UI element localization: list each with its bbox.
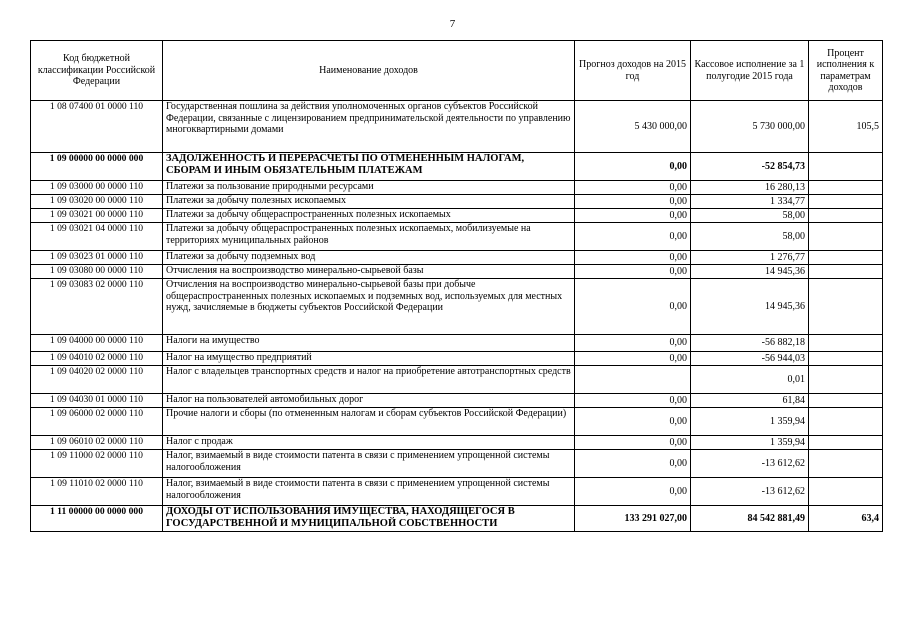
header-name: Наименование доходов	[163, 41, 575, 101]
cell-forecast: 0,00	[575, 181, 691, 195]
cell-percent	[809, 394, 883, 408]
revenue-table	[30, 40, 883, 532]
cell-code: 1 09 04010 02 0000 110	[31, 352, 163, 366]
cell-execution: 58,00	[691, 223, 809, 251]
cell-code: 1 11 00000 00 0000 000	[31, 506, 163, 532]
cell-execution: -52 854,73	[691, 153, 809, 181]
cell-execution: -13 612,62	[691, 450, 809, 478]
cell-name: Отчисления на воспроизводство минерально-сырьевой базы	[163, 265, 575, 279]
table-row	[31, 436, 883, 450]
cell-name: Платежи за добычу полезных ископаемых	[163, 195, 575, 209]
table-row	[31, 223, 883, 251]
table-row	[31, 408, 883, 436]
cell-percent: 63,4	[809, 506, 883, 532]
cell-name: ЗАДОЛЖЕННОСТЬ И ПЕРЕРАСЧЕТЫ ПО ОТМЕНЕННЫМ НАЛОГАМ, СБОРАМ И ИНЫМ ОБЯЗАТЕЛЬНЫМ ПЛАТЕЖАМ	[163, 153, 575, 181]
cell-code: 1 09 03023 01 0000 110	[31, 251, 163, 265]
cell-forecast: 0,00	[575, 436, 691, 450]
header-forecast: Прогноз доходов на 2015 год	[575, 41, 691, 101]
cell-code: 1 09 03021 04 0000 110	[31, 223, 163, 251]
cell-name: Платежи за добычу подземных вод	[163, 251, 575, 265]
cell-execution: -56 882,18	[691, 335, 809, 352]
cell-forecast: 0,00	[575, 279, 691, 335]
cell-percent: 105,5	[809, 101, 883, 153]
cell-execution: 16 280,13	[691, 181, 809, 195]
cell-code: 1 09 04020 02 0000 110	[31, 366, 163, 394]
cell-name: Налог, взимаемый в виде стоимости патента в связи с применением упрощенной системы налогообложения	[163, 450, 575, 478]
cell-percent	[809, 436, 883, 450]
cell-percent	[809, 279, 883, 335]
cell-name: Налог с владельцев транспортных средств и налог на приобретение автотранспортных средств	[163, 366, 575, 394]
cell-code: 1 09 03000 00 0000 110	[31, 181, 163, 195]
table-row	[31, 450, 883, 478]
cell-percent	[809, 153, 883, 181]
cell-forecast: 0,00	[575, 352, 691, 366]
header-percent: Процент исполнения к параметрам доходов	[809, 41, 883, 101]
cell-name: Налог на имущество предприятий	[163, 352, 575, 366]
cell-execution: 1 359,94	[691, 436, 809, 450]
cell-forecast: 0,00	[575, 153, 691, 181]
cell-percent	[809, 251, 883, 265]
cell-code: 1 09 03083 02 0000 110	[31, 279, 163, 335]
cell-code: 1 09 00000 00 0000 000	[31, 153, 163, 181]
cell-name: Государственная пошлина за действия уполномоченных органов субъектов Российской Федерации, связанные с лицензированием предпринимательской деятельности по управлению многоквартирными домами	[163, 101, 575, 153]
cell-execution: 1 334,77	[691, 195, 809, 209]
cell-code: 1 09 06000 02 0000 110	[31, 408, 163, 436]
cell-forecast: 0,00	[575, 265, 691, 279]
table-row	[31, 366, 883, 394]
cell-name: Прочие налоги и сборы (по отмененным налогам и сборам субъектов Российской Федерации)	[163, 408, 575, 436]
cell-code: 1 09 03020 00 0000 110	[31, 195, 163, 209]
table-row	[31, 153, 883, 181]
cell-name: Платежи за пользование природными ресурсами	[163, 181, 575, 195]
cell-code: 1 08 07400 01 0000 110	[31, 101, 163, 153]
cell-forecast: 0,00	[575, 408, 691, 436]
cell-forecast: 0,00	[575, 195, 691, 209]
table-row	[31, 101, 883, 153]
cell-execution: 58,00	[691, 209, 809, 223]
cell-execution: -13 612,62	[691, 478, 809, 506]
cell-forecast: 0,00	[575, 478, 691, 506]
cell-execution: 61,84	[691, 394, 809, 408]
cell-code: 1 09 03021 00 0000 110	[31, 209, 163, 223]
table-row	[31, 209, 883, 223]
cell-percent	[809, 450, 883, 478]
cell-percent	[809, 352, 883, 366]
table-row	[31, 181, 883, 195]
cell-forecast: 5 430 000,00	[575, 101, 691, 153]
table-row	[31, 352, 883, 366]
cell-execution: 5 730 000,00	[691, 101, 809, 153]
table-row	[31, 506, 883, 532]
table-row	[31, 251, 883, 265]
cell-percent	[809, 366, 883, 394]
cell-name: Налог на пользователей автомобильных дорог	[163, 394, 575, 408]
cell-percent	[809, 209, 883, 223]
cell-forecast: 0,00	[575, 450, 691, 478]
cell-name: Налог с продаж	[163, 436, 575, 450]
cell-code: 1 09 04000 00 0000 110	[31, 335, 163, 352]
cell-execution: 0,01	[691, 366, 809, 394]
cell-forecast: 0,00	[575, 223, 691, 251]
cell-percent	[809, 408, 883, 436]
cell-code: 1 09 11010 02 0000 110	[31, 478, 163, 506]
cell-name: Платежи за добычу общераспространенных полезных ископаемых, мобилизуемые на территориях муниципальных районов	[163, 223, 575, 251]
cell-execution: 1 276,77	[691, 251, 809, 265]
cell-code: 1 09 06010 02 0000 110	[31, 436, 163, 450]
table-row	[31, 478, 883, 506]
cell-forecast: 0,00	[575, 335, 691, 352]
cell-execution: -56 944,03	[691, 352, 809, 366]
cell-execution: 84 542 881,49	[691, 506, 809, 532]
cell-name: Отчисления на воспроизводство минерально-сырьевой базы при добыче общераспространенных полезных ископаемых и подземных вод, используемых для местных нужд, зачисляемые в бюджеты субъектов Российской Федерации	[163, 279, 575, 335]
cell-percent	[809, 223, 883, 251]
cell-percent	[809, 478, 883, 506]
table-row	[31, 195, 883, 209]
table-row	[31, 265, 883, 279]
cell-name: ДОХОДЫ ОТ ИСПОЛЬЗОВАНИЯ ИМУЩЕСТВА, НАХОДЯЩЕГОСЯ В ГОСУДАРСТВЕННОЙ И МУНИЦИПАЛЬНОЙ СОБСТВЕННОСТИ	[163, 506, 575, 532]
cell-execution: 1 359,94	[691, 408, 809, 436]
cell-name: Налоги на имущество	[163, 335, 575, 352]
header-code: Код бюджетной классификации Российской Федерации	[31, 41, 163, 101]
cell-forecast: 133 291 027,00	[575, 506, 691, 532]
cell-code: 1 09 03080 00 0000 110	[31, 265, 163, 279]
cell-code: 1 09 04030 01 0000 110	[31, 394, 163, 408]
table-header-row	[31, 41, 883, 101]
cell-percent	[809, 195, 883, 209]
cell-execution: 14 945,36	[691, 279, 809, 335]
cell-percent	[809, 181, 883, 195]
cell-forecast: 0,00	[575, 251, 691, 265]
table-row	[31, 279, 883, 335]
page-number: 7	[449, 18, 456, 30]
header-execution: Кассовое исполнение за 1 полугодие 2015 года	[691, 41, 809, 101]
cell-execution: 14 945,36	[691, 265, 809, 279]
cell-forecast: 0,00	[575, 394, 691, 408]
cell-name: Налог, взимаемый в виде стоимости патента в связи с применением упрощенной системы налогообложения	[163, 478, 575, 506]
cell-forecast	[575, 366, 691, 394]
cell-percent	[809, 265, 883, 279]
cell-name: Платежи за добычу общераспространенных полезных ископаемых	[163, 209, 575, 223]
cell-percent	[809, 335, 883, 352]
cell-code: 1 09 11000 02 0000 110	[31, 450, 163, 478]
table-row	[31, 394, 883, 408]
cell-forecast: 0,00	[575, 209, 691, 223]
table-row	[31, 335, 883, 352]
